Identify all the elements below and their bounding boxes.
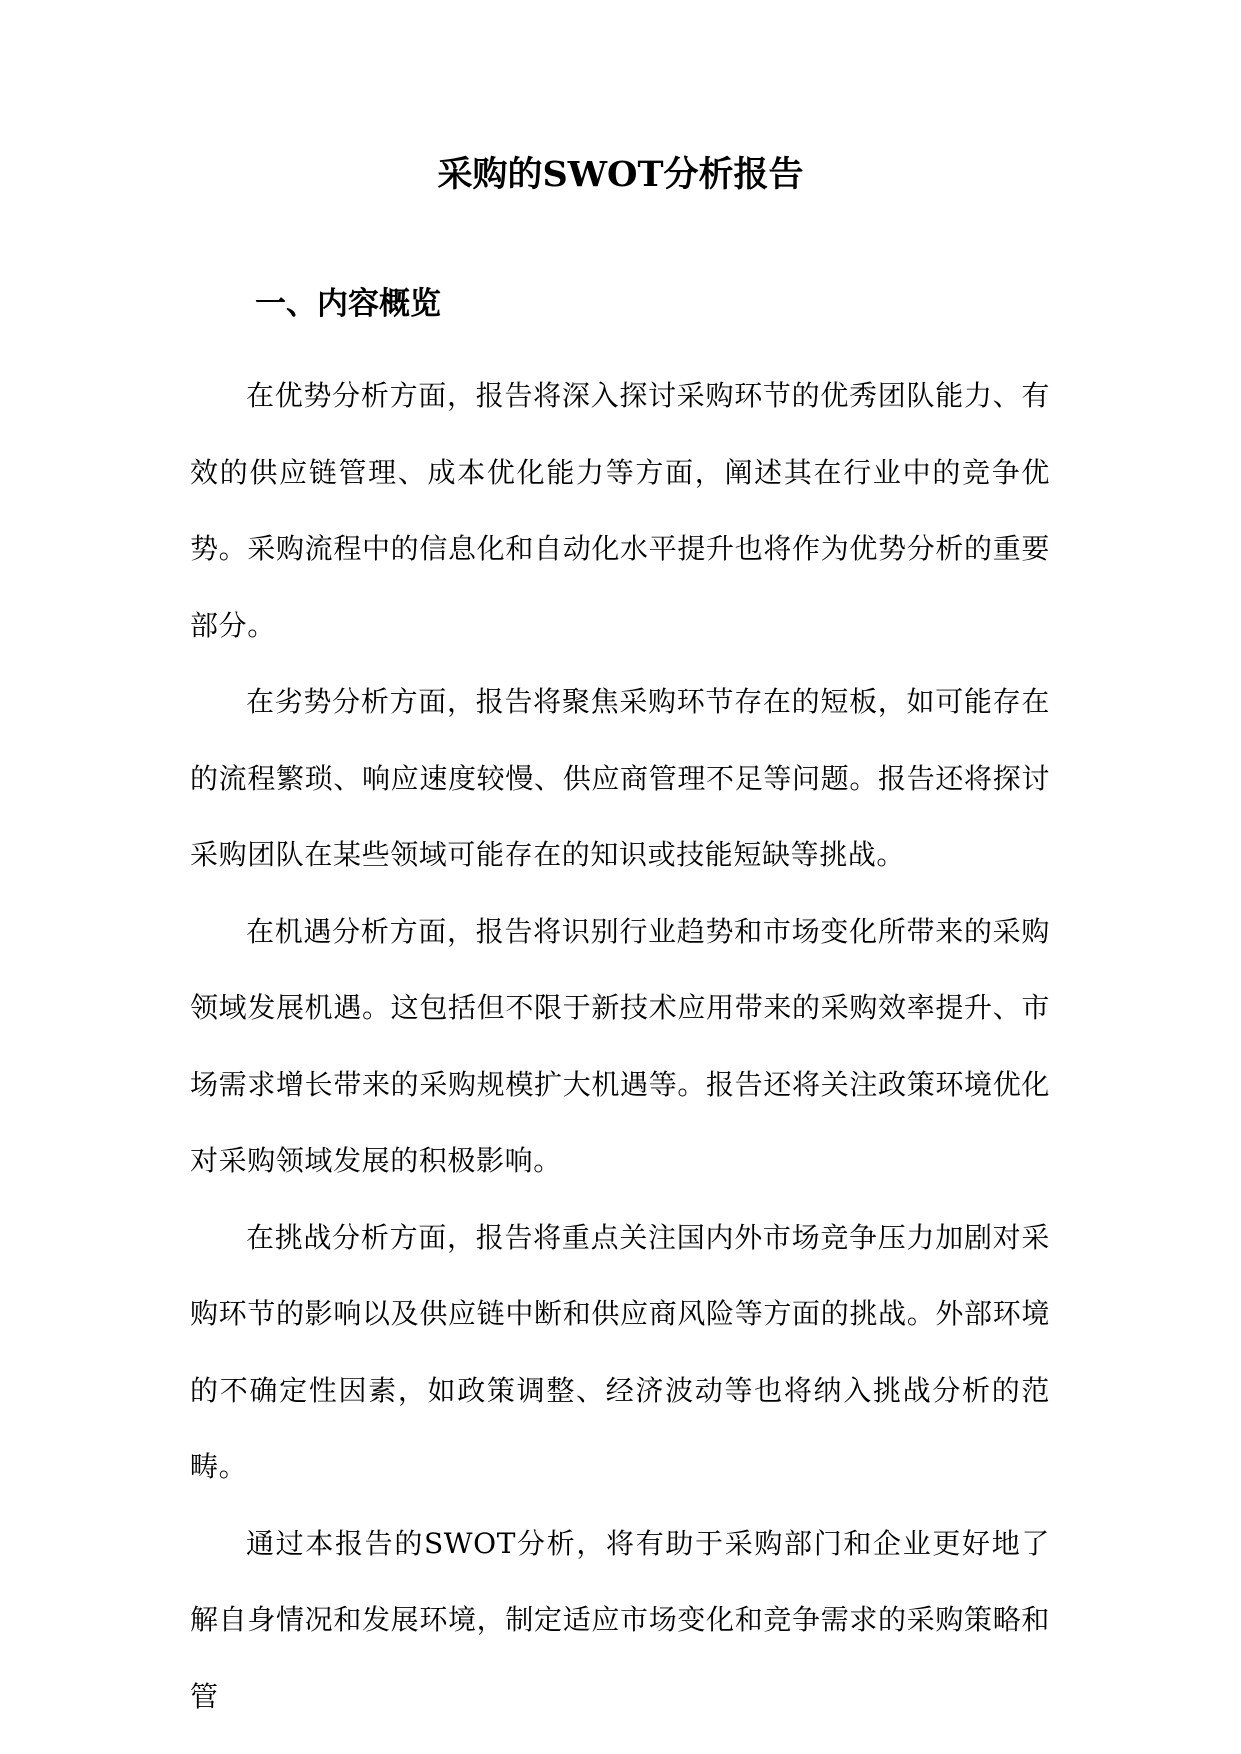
section-heading: 一、内容概览 (255, 286, 441, 322)
document-body (190, 358, 1050, 1735)
paragraph-threats: 在挑战分析方面，报告将重点关注国内外市场竞争压力加剧对采购环节的影响以及供应链中断和供应商风险等方面的挑战。外部环境的不确定性因素，如政策调整、经济波动等也将纳入挑战分析的范畴。 (190, 1220, 1050, 1483)
paragraph-conclusion: 通过本报告的SWOT分析，将有助于采购部门和企业更好地了解自身情况和发展环境，制定适应市场变化和竞争需求的采购策略和管 (190, 1526, 1050, 1713)
paragraph-weaknesses: 在劣势分析方面，报告将聚焦采购环节存在的短板，如可能存在的流程繁琐、响应速度较慢、供应商管理不足等问题。报告还将探讨采购团队在某些领域可能存在的知识或技能短缺等挑战。 (190, 685, 1050, 871)
paragraph-strengths: 在优势分析方面，报告将深入探讨采购环节的优秀团队能力、有效的供应链管理、成本优化能力等方面，阐述其在行业中的竞争优势。采购流程中的信息化和自动化水平提升也将作为优势分析的重要部分。 (190, 379, 1050, 642)
paragraph-opportunities: 在机遇分析方面，报告将识别行业趋势和市场变化所带来的采购领域发展机遇。这包括但不限于新技术应用带来的采购效率提升、市场需求增长带来的采购规模扩大机遇等。报告还将关注政策环境优化对采购领域发展的积极影响。 (190, 914, 1050, 1177)
document-title: 采购的SWOT分析报告 (437, 154, 804, 195)
